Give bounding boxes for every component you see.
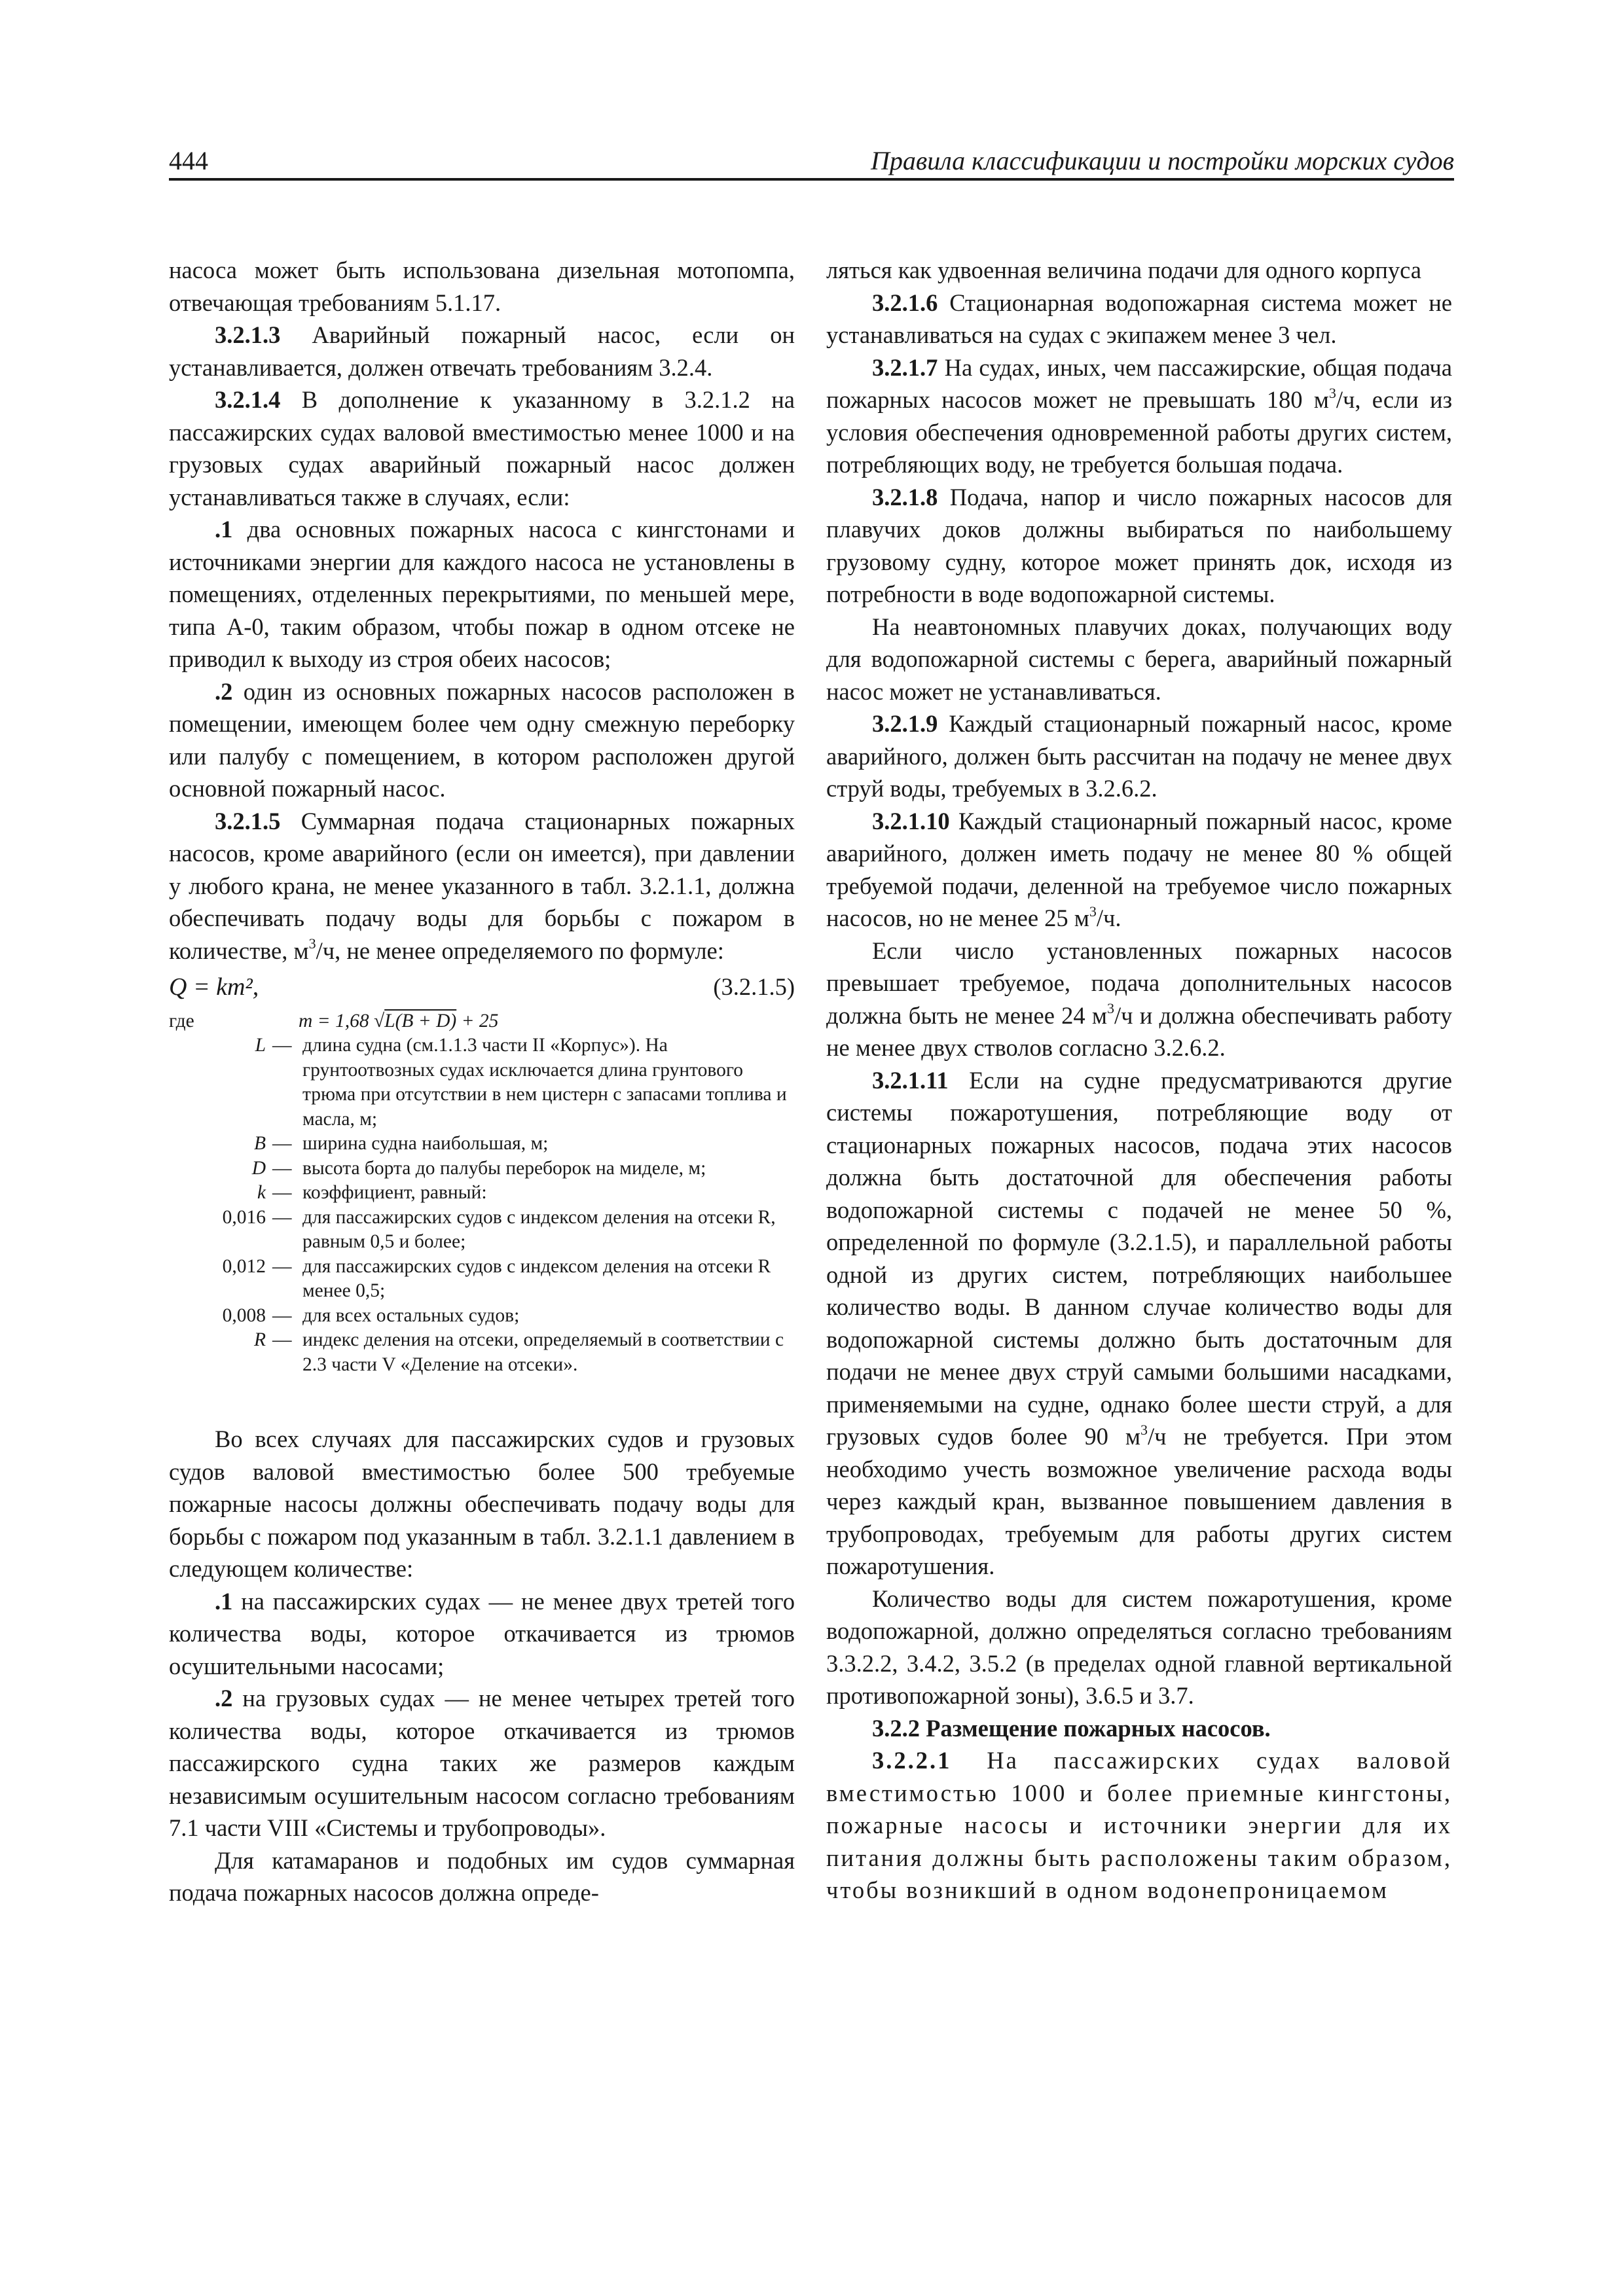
section-heading: 3.2.2 Размещение пожарных насосов. [872,1714,1271,1742]
paragraph-text: /ч и должна обеспечивать работу не менее двух стволов согласно 3.2.6.2. [826,1001,1452,1061]
def-symbol: D [251,1157,266,1179]
m-formula [272,1009,795,1034]
clause-3-2-1-4 [169,384,795,513]
clause-number: 3.2.1.10 [872,807,950,834]
clause-number: 3.2.1.5 [215,807,281,834]
clause-3-2-1-10 [826,805,1452,935]
clause-text: Каждый стационарный пожарный насос, кроме аварийного, должен иметь подачу не менее 80 % общей требуемой подачи, деленной на требуемое число пожарных насосов, но не менее 25 м [826,807,1452,931]
running-title: Правила классификации и постройки морских судов [870,146,1454,175]
definition-row [169,1181,795,1206]
item-number: .2 [215,1685,233,1712]
superscript: 3 [1107,1000,1114,1017]
formula-3-2-1-5 [169,971,795,1004]
right-column [826,254,1452,1907]
definition-row [169,1328,795,1377]
clause-number: 3.2.2.1 [872,1747,952,1774]
clause-3-2-1-5 [169,805,795,967]
m-formula-radicand: L(B + D) [384,1010,457,1031]
definition-row [169,1206,795,1255]
clause-number: 3.2.1.6 [872,289,938,316]
definition-row [169,1304,795,1329]
page-number: 444 [169,146,208,175]
list-item-2 [169,675,795,805]
header-rule [169,178,1454,181]
clause-text: Аварийный пожарный насос, если он устанавливается, должен отвечать требованиям 3.2.4. [169,321,795,381]
item-text: два основных пожарных насоса с кингстонами и источниками энергии для каждого насоса не установлены в помещениях, отделенных перекрытиями, по меньшей мере, типа А-0, таким образом, чтобы пожар в одном отсеке не приводил к выходу из строя обеих насосов; [169,516,795,672]
paragraph: На неавтономных плавучих доках, получающих воду для водопожарной системы с берега, аварийный пожарный насос может не устанавливаться. [826,613,1452,705]
paragraph: Во всех случаях для пассажирских судов и грузовых судов валовой вместимостью более 500 требуемые пожарные насосы должны обеспечивать подачу воды для борьбы с пожаром под указанным в табл. 3.2.1.1 давлением в следующем количестве: [169,1426,795,1582]
definition-row [169,1157,795,1181]
def-symbol: L [255,1035,266,1056]
clause-3-2-1-7 [826,351,1452,481]
def-symbol: R [253,1329,266,1350]
def-dash: — [272,1035,292,1056]
def-dash: — [272,1304,292,1326]
paragraph-text: Если число установленных пожарных насосов превышает требуемое, подача дополнительных насосов должна быть не менее 24 м [826,937,1452,1029]
item-number: .1 [215,1587,233,1615]
def-dash: — [272,1329,292,1350]
def-text: индекс деления на отсеки, определяемый в соответствии с 2.3 части V «Деление на отсеки». [302,1329,784,1375]
clause-text: На пассажирских судах валовой вместимостью 1000 и более приемные кингстоны, пожарные насосы и источники энергии для их питания должны быть расположены таким образом, чтобы возникший в одном водонепроницаемом [826,1747,1452,1903]
paragraph: ляться как удвоенная величина подачи для одного корпуса [826,257,1422,283]
clause-text: /ч, не менее определяемого по формуле: [316,937,724,964]
paragraph: Для катамаранов и подобных им судов суммарная подача пожарных насосов должна опреде- [169,1846,795,1906]
clause-text: Если на судне предусматриваются другие системы пожаротушения, потребляющие воду от стационарных пожарных насосов, подача этих насосов должна быть достаточной для обеспечения работы водопожарной системы с подачей не менее 50 %, определенной по формуле (3.2.1.5), и параллельной работы одной из других систем, потребляющих наибольшее количество воды. В данном случае количество воды для водопожарной системы должно быть достаточным для подачи не менее двух струй самыми большими насадками, применяемыми на судне, однако более шести струй, а для грузовых судов более 90 м [826,1066,1452,1450]
superscript: 3 [1328,384,1336,401]
definition-row [169,1033,795,1132]
def-dash: — [272,1133,292,1154]
item-text: на пассажирских судах — не менее двух третей того количества воды, которое откачивается из трюмов осушительными насосами; [169,1587,795,1679]
clause-3-2-1-3 [169,319,795,384]
where-label: где [169,1010,194,1031]
m-formula-part: + 25 [456,1010,499,1031]
item-text: на грузовых судах — не менее четырех третей того количества воды, которое откачивается из трюмов пассажирского судна таких же размеров каждым независимым осушительным насосом согласно требованиям 7.1 части VIII «Системы и трубопроводы». [169,1685,795,1841]
def-symbol: B [253,1133,266,1154]
clause-3-2-1-9 [826,708,1452,805]
clause-text: Подача, напор и число пожарных насосов для плавучих доков должны выбираться по наибольшему грузовому судну, которое может принять док, исходя из потребности в воде водопожарной системы. [826,483,1452,607]
paragraph [826,935,1452,1064]
clause-text: /ч, если из условия обеспечения одновременной работы других систем, потребляющих воду, не требуется большая подача. [826,386,1452,478]
def-dash: — [272,1206,292,1228]
def-text: коэффициент, равный: [302,1182,487,1203]
superscript: 3 [1140,1421,1148,1438]
clause-number: 3.2.1.4 [215,386,281,413]
clause-text: /ч. [1096,905,1122,931]
item-text: один из основных пожарных насосов расположен в помещении, имеющем более чем одну смежную переборку или палубу с помещением, в котором расположен другой основной пожарный насос. [169,677,795,802]
superscript: 3 [308,935,316,952]
clause-3-2-1-8 [826,481,1452,611]
def-symbol: 0,008 [222,1304,266,1326]
clause-number: 3.2.1.9 [872,710,938,737]
def-symbol: 0,012 [222,1255,266,1277]
definitions [169,1009,795,1378]
list-item-1 [169,513,795,675]
def-symbol: k [257,1182,266,1203]
definition-row [169,1255,795,1304]
formula-number: (3.2.1.5) [713,973,795,1000]
where-row [169,1009,795,1034]
left-column [169,254,795,1909]
clause-number: 3.2.1.8 [872,483,938,511]
clause-3-2-1-11 [826,1064,1452,1583]
item-number: .2 [215,677,233,705]
def-symbol: 0,016 [222,1206,266,1228]
list-item-1 [169,1585,795,1683]
clause-3-2-2-1 [826,1744,1452,1907]
def-text: высота борта до палубы переборок на миделе, м; [302,1157,706,1179]
m-formula-part: m = 1,68 √ [299,1010,385,1031]
def-dash: — [272,1255,292,1277]
clause-number: 3.2.1.3 [215,321,281,348]
clause-text: /ч не требуется. При этом необходимо учесть возможное увеличение расхода воды через каждый кран, вызванное повышением давления в трубопроводах, требуемым для работы других систем пожаротушения. [826,1423,1452,1579]
superscript: 3 [1089,903,1097,920]
clause-number: 3.2.1.7 [872,353,938,381]
def-text: длина судна (см.1.1.3 части II «Корпус»). На грунтоотвозных судах исключается длина грунтового трюма при отсутствии в нем цистерн с запасами топлива и масла, м; [302,1035,787,1130]
def-dash: — [272,1157,292,1179]
def-text: для всех остальных судов; [302,1304,520,1326]
clause-text: В дополнение к указанному в 3.2.1.2 на пассажирских судах валовой вместимостью менее 1000 и на грузовых судах аварийный пожарный насос должен устанавливаться также в случаях, если: [169,386,795,511]
item-number: .1 [215,516,233,543]
clause-text: Суммарная подача стационарных пожарных насосов, кроме аварийного (если он имеется), при давлении у любого крана, не менее указанного в табл. 3.2.1.1, должна обеспечивать подачу воды для борьбы с пожаром в количестве, м [169,807,795,964]
def-text: ширина судна наибольшая, м; [302,1133,549,1154]
clause-text: Стационарная водопожарная система может не устанавливаться на судах с экипажем менее 3 чел. [826,289,1452,348]
clause-3-2-1-6 [826,287,1452,351]
clause-text: На судах, иных, чем пассажирские, общая подача пожарных насосов может не превышать 180 м [826,353,1452,413]
paragraph: Количество воды для систем пожаротушения, кроме водопожарной, должно определяться согласно требованиям 3.3.2.2, 3.4.2, 3.5.2 (в пределах одной главной вертикальной противопожарной зоны), 3.6.5 и 3.7. [826,1585,1452,1709]
def-text: для пассажирских судов с индексом деления на отсеки R менее 0,5; [302,1255,771,1301]
def-dash: — [272,1182,292,1203]
clause-number: 3.2.1.11 [872,1066,949,1094]
clause-text: Каждый стационарный пожарный насос, кроме аварийного, должен быть рассчитан на подачу не менее двух струй воды, требуемых в 3.2.6.2. [826,710,1452,802]
list-item-2 [169,1682,795,1844]
paragraph: насоса может быть использована дизельная мотопомпа, отвечающая требованиям 5.1.17. [169,257,795,316]
def-text: для пассажирских судов с индексом деления на отсеки R, равным 0,5 и более; [302,1206,776,1252]
formula-expression: Q = km², [169,973,259,1001]
definition-row [169,1132,795,1157]
